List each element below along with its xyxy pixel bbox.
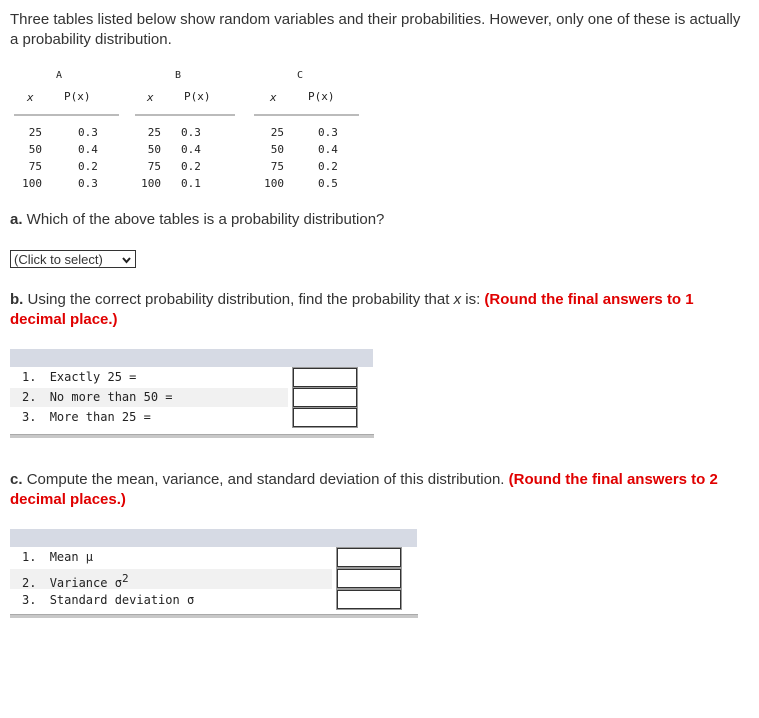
x-header: x bbox=[147, 91, 154, 104]
exactly-25-input[interactable] bbox=[293, 368, 357, 387]
round-instruction: (Round the final answers to 1 decimal place.) bbox=[10, 291, 694, 328]
header-rule bbox=[14, 114, 119, 116]
no-more-than-50-input[interactable] bbox=[293, 388, 357, 407]
header-rule bbox=[135, 114, 235, 116]
select-value: (Click to select) bbox=[14, 252, 103, 267]
part-c-header-bar bbox=[10, 529, 417, 547]
standard-deviation-input[interactable] bbox=[337, 590, 401, 609]
part-b-item-2: 2. No more than 50 = bbox=[22, 390, 173, 404]
part-b-item-1: 1. Exactly 25 = bbox=[22, 370, 137, 384]
part-c-item-2: 2. Variance $\sigma^2$ bbox=[22, 572, 129, 590]
variable-x: x bbox=[453, 291, 462, 308]
x-values: 25 50 75 100 bbox=[264, 126, 284, 190]
p-header: P(x) bbox=[308, 90, 335, 103]
mean-input[interactable] bbox=[337, 548, 401, 567]
part-c-item-3: 3. Standard deviation σ bbox=[22, 593, 195, 607]
part-c-item-1: 1. Mean μ bbox=[22, 550, 94, 564]
p-header: P(x) bbox=[64, 90, 91, 103]
x-values: 25 50 75 100 bbox=[141, 126, 161, 190]
table-name: B bbox=[175, 70, 182, 81]
part-c-bottom-rule bbox=[10, 614, 418, 618]
part-b-header-bar bbox=[10, 349, 373, 367]
part-b-question: b. Using the correct probability distribution, find the probability that x is: (Round the final answers to 1 decimal place.) bbox=[10, 291, 694, 328]
chevron-down-icon bbox=[122, 251, 131, 276]
part-b-bottom-rule bbox=[10, 434, 374, 438]
x-header: x bbox=[270, 91, 277, 104]
x-header: x bbox=[27, 91, 34, 104]
table-name: C bbox=[297, 70, 304, 81]
part-b-item-3: 3. More than 25 = bbox=[22, 410, 151, 424]
p-values: 0.3 0.4 0.2 0.3 bbox=[78, 126, 98, 190]
distribution-select[interactable] bbox=[10, 250, 136, 268]
p-header: P(x) bbox=[184, 90, 211, 103]
header-rule bbox=[254, 114, 359, 116]
intro-text: Three tables listed below show random variables and their probabilities. However, only one of these is actually a probability distribution. bbox=[10, 11, 741, 48]
round-instruction: (Round the final answers to 2 decimal places.) bbox=[10, 471, 718, 508]
p-values: 0.3 0.4 0.2 0.5 bbox=[318, 126, 338, 190]
x-values: 25 50 75 100 bbox=[22, 126, 42, 190]
part-a-question: a. Which of the above tables is a probability distribution? bbox=[10, 211, 385, 228]
more-than-25-input[interactable] bbox=[293, 408, 357, 427]
variance-input[interactable] bbox=[337, 569, 401, 588]
table-name: A bbox=[56, 70, 63, 81]
part-c-question: c. Compute the mean, variance, and standard deviation of this distribution. (Round the final answers to 2 decimal places.) bbox=[10, 471, 718, 508]
p-values: 0.3 0.4 0.2 0.1 bbox=[181, 126, 201, 190]
